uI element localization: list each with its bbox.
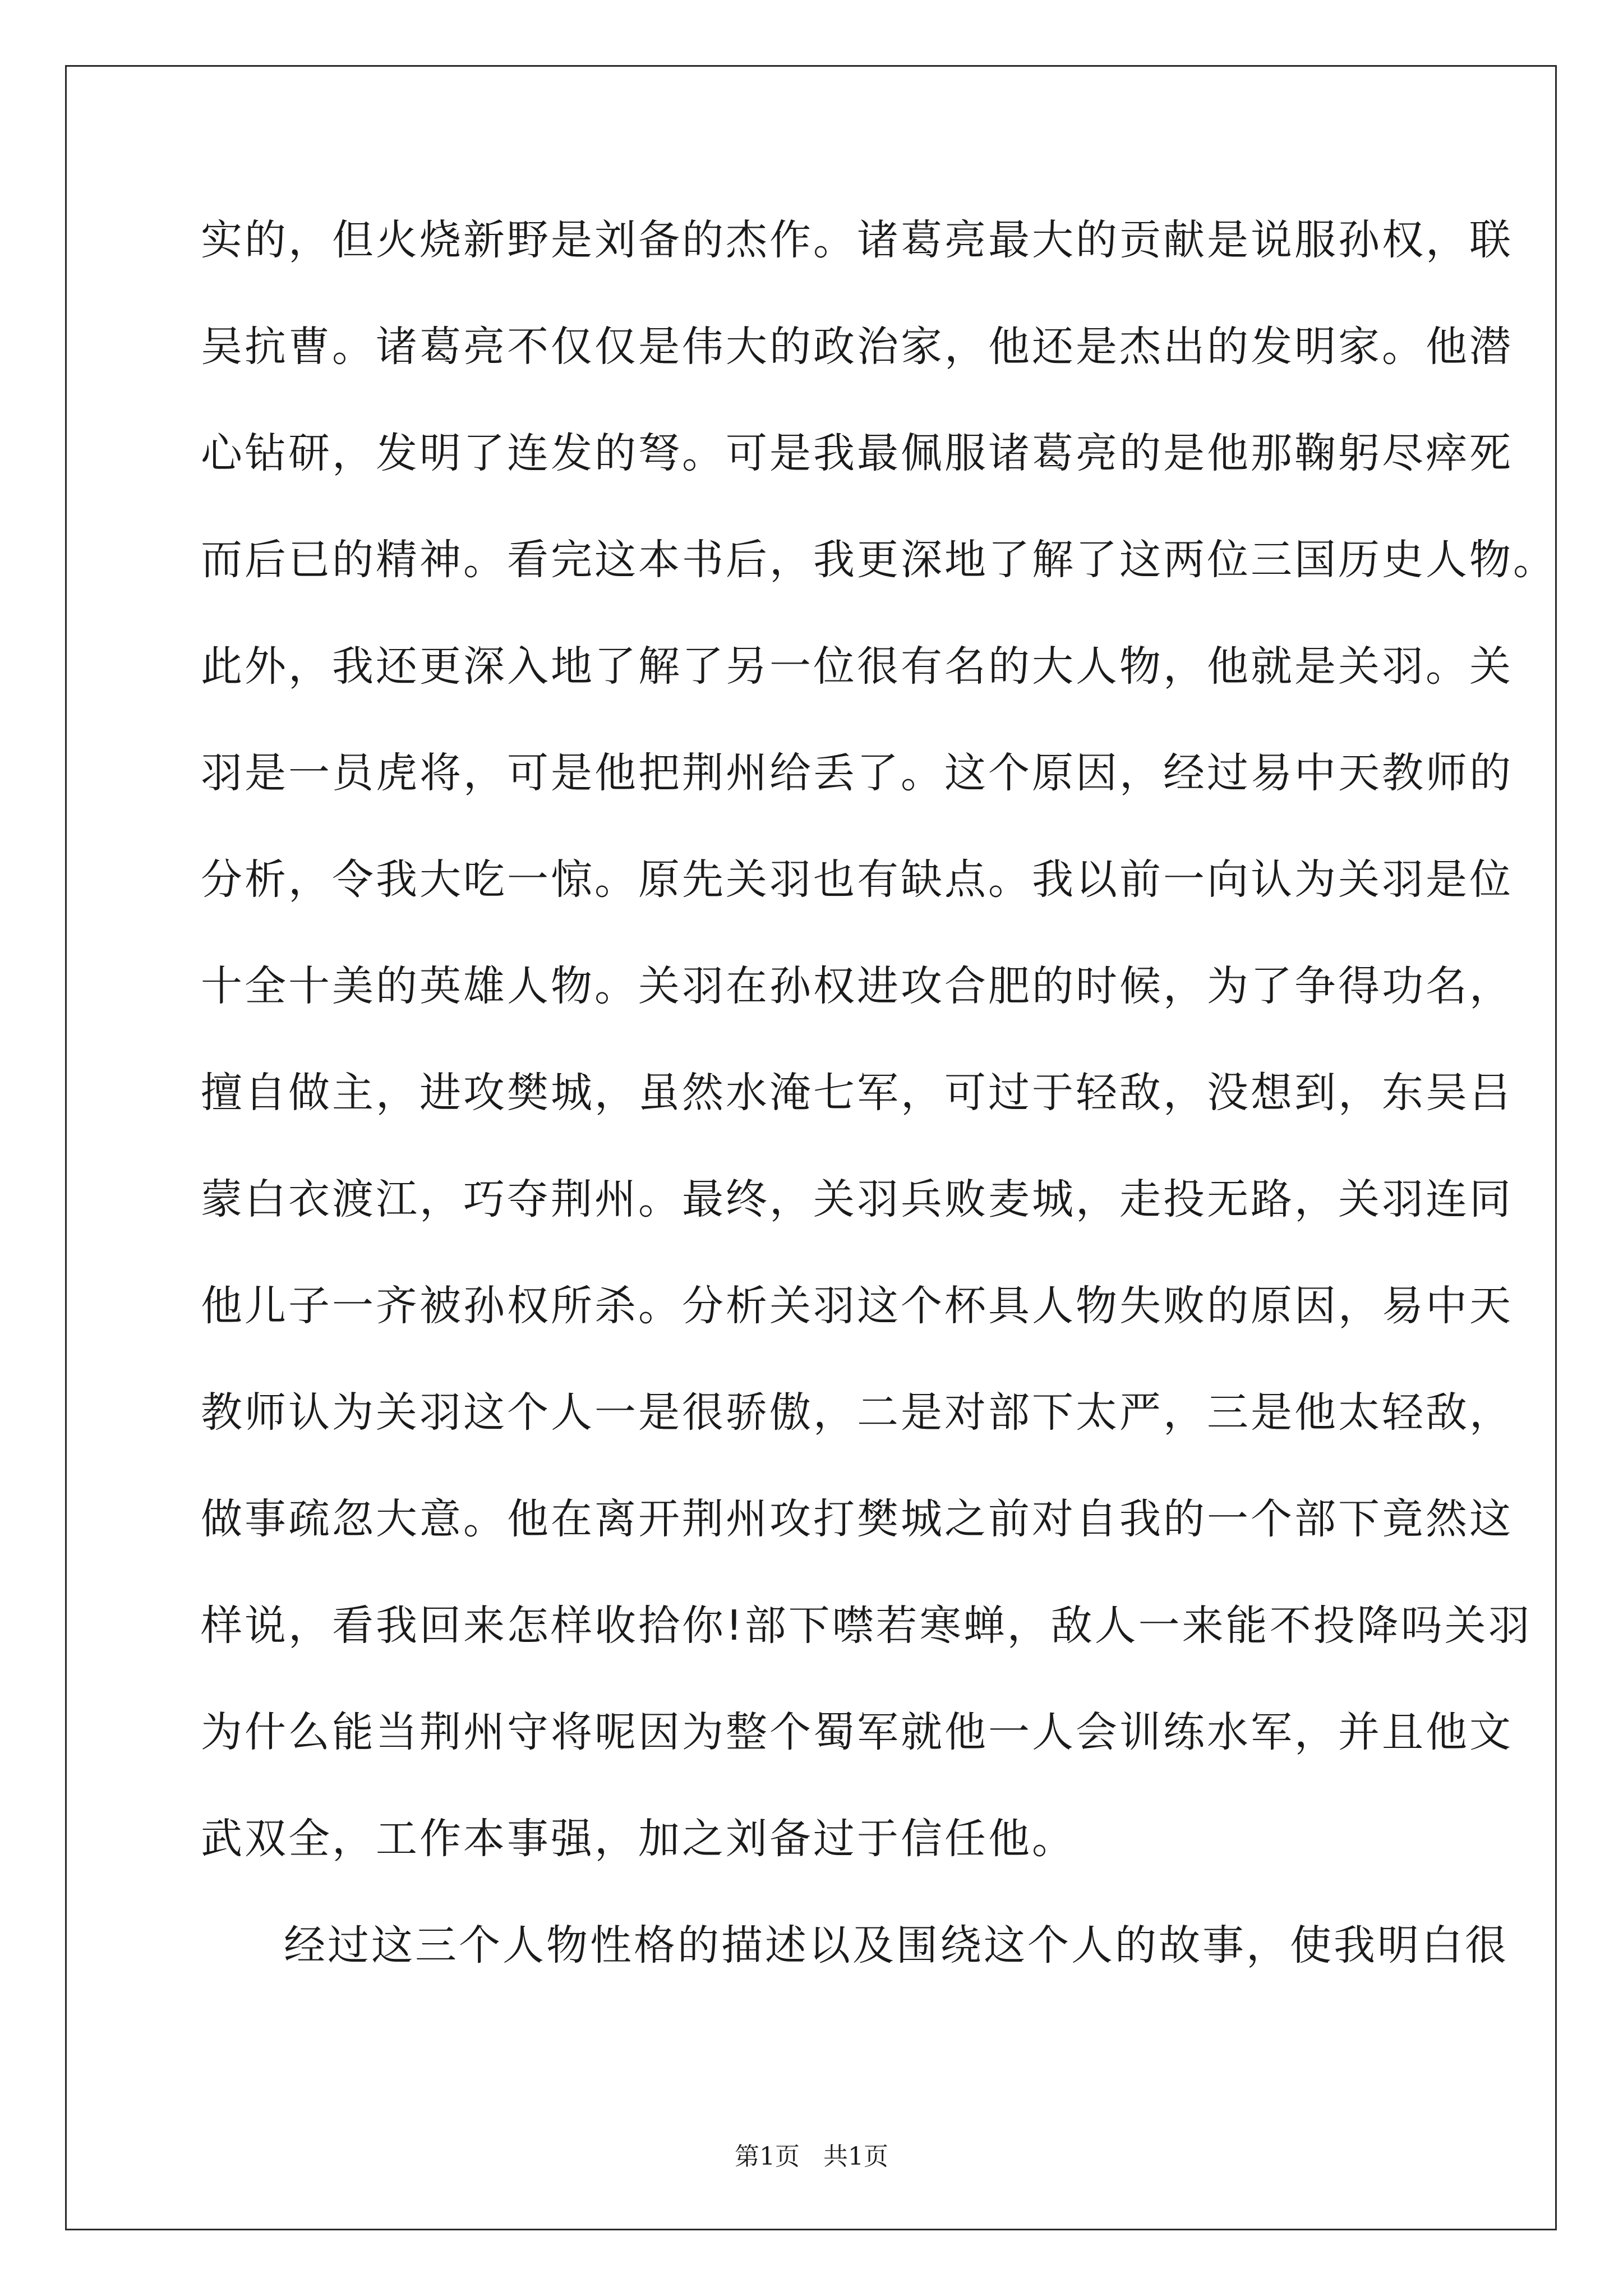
text-line: 做事疏忽大意。他在离开荆州攻打樊城之前对自我的一个部下竟然这 — [201, 1495, 1513, 1543]
text-line: 此外，我还更深入地了解了另一位很有名的大人物，他就是关羽。关 — [201, 642, 1513, 691]
text-line: 心钻研，发明了连发的弩。可是我最佩服诸葛亮的是他那鞠躬尽瘁死 — [201, 429, 1513, 477]
text-line: 羽是一员虎将，可是他把荆州给丢了。这个原因，经过易中天教师的 — [201, 749, 1513, 797]
body-text — [201, 212, 1557, 2024]
page-footer — [0, 2136, 1623, 2172]
text-line-paragraph-start: 经过这三个人物性格的描述以及围绕这个人的故事，使我明白很 — [284, 1921, 1509, 1970]
text-line: 分析，令我大吃一惊。原先关羽也有缺点。我以前一向认为关羽是位 — [201, 855, 1513, 904]
text-line: 实的，但火烧新野是刘备的杰作。诸葛亮最大的贡献是说服孙权，联 — [201, 216, 1513, 264]
text-line: 十全十美的英雄人物。关羽在孙权进攻合肥的时候，为了争得功名， — [201, 962, 1513, 1010]
text-line: 而后已的精神。看完这本书后，我更深地了解了这两位三国历史人物。 — [201, 536, 1557, 584]
text-line: 他儿子一齐被孙权所杀。分析关羽这个杯具人物失败的原因，易中天 — [201, 1282, 1513, 1330]
text-line: 武双全，工作本事强，加之刘备过于信任他。 — [201, 1815, 1076, 1863]
page-number-current: 第1页 — [735, 2142, 800, 2171]
text-line: 教师认为关羽这个人一是很骄傲，二是对部下太严，三是他太轻敌， — [201, 1388, 1513, 1437]
text-line: 蒙白衣渡江，巧夺荆州。最终，关羽兵败麦城，走投无路，关羽连同 — [201, 1175, 1513, 1223]
text-line: 吴抗曹。诸葛亮不仅仅是伟大的政治家，他还是杰出的发明家。他潜 — [201, 323, 1513, 371]
page-number-total: 共1页 — [823, 2142, 888, 2171]
text-line: 样说，看我回来怎样收拾你!部下噤若寒蝉，敌人一来能不投降吗关羽 — [201, 1602, 1532, 1650]
text-line: 擅自做主，进攻樊城，虽然水淹七军，可过于轻敌，没想到，东吴吕 — [201, 1069, 1513, 1117]
text-line: 为什么能当荆州守将呢因为整个蜀军就他一人会训练水军，并且他文 — [201, 1708, 1513, 1756]
